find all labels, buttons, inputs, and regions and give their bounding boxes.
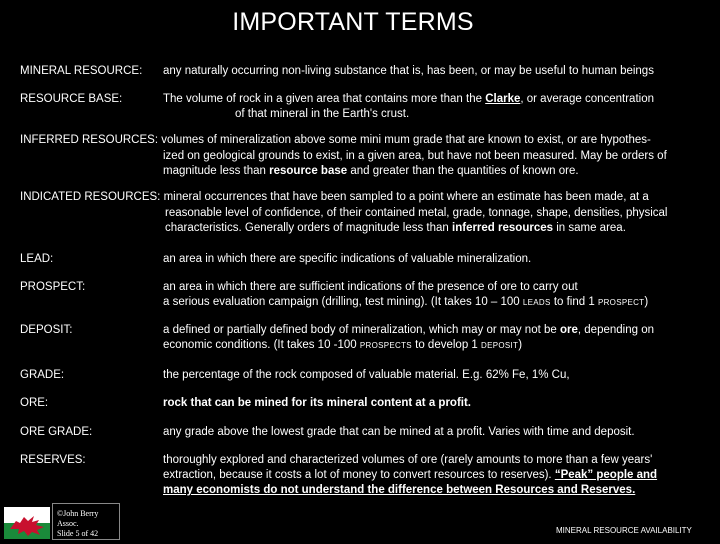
footer-title: MINERAL RESOURCE AVAILABILITY	[556, 526, 692, 535]
def-prospect	[163, 280, 703, 310]
def-reserves-line3: many economists do not understand the difference between Resources and Reserves.	[163, 484, 636, 496]
term-reserves: RESERVES:	[20, 454, 86, 466]
def-prospect-line1: an area in which there are sufficient indications of the presence of ore to carry out	[163, 281, 578, 293]
def-deposit-line2e: )	[518, 339, 523, 351]
resource-base-bold: resource base	[269, 165, 348, 177]
inferred-line3a: magnitude less than	[163, 165, 266, 177]
def-reserves-line2a: extraction, because it costs a lot of money to convert resources to reserves).	[163, 469, 552, 481]
term-ore-grade: ORE GRADE:	[20, 426, 93, 438]
inferred-line3c: and greater than the quantities of known ore.	[350, 165, 579, 177]
copyright-box	[52, 503, 120, 540]
def-deposit-line2a: economic conditions. (It takes 10 -100	[163, 339, 357, 351]
inferred-resources-bold: inferred resources	[452, 222, 554, 234]
indicated-line2: reasonable level of confidence, of their contained metal, grade, tonnage, shape, densities, physical	[165, 206, 668, 219]
indicated-line3c: in same area.	[556, 222, 626, 234]
prospects-smallcaps: PROSPECTS	[359, 341, 412, 350]
def-resource-base-b: , or average concentration	[520, 93, 654, 105]
def-mineral-resource: any naturally occurring non-living substance that is, has been, or may be useful to human beings	[163, 65, 654, 77]
term-deposit: DEPOSIT:	[20, 324, 73, 336]
copyright-text: ©John Berry Assoc.	[57, 509, 99, 528]
slide-number: Slide 5 of 42	[57, 529, 99, 538]
def-ore: rock that can be mined for its mineral content at a profit.	[163, 397, 471, 409]
deposit-smallcaps: DEPOSIT	[481, 341, 519, 350]
def-deposit-line1c: , depending on	[577, 324, 654, 336]
def-ore-grade: any grade above the lowest grade that can be mined at a profit. Varies with time and deposit.	[163, 426, 635, 438]
def-grade: the percentage of the rock composed of valuable material. E.g. 62% Fe, 1% Cu,	[163, 369, 570, 381]
inferred-line1: volumes of mineralization above some mini mum grade that are known to exist, or are hypothes-	[161, 134, 651, 146]
term-indicated-resources: INDICATED RESOURCES:	[20, 191, 161, 203]
clarke-term: Clarke	[485, 93, 521, 105]
def-deposit	[163, 323, 703, 353]
page-title: IMPORTANT TERMS	[232, 8, 474, 36]
welsh-dragon-icon	[4, 507, 50, 539]
indicated-resources-block	[20, 190, 700, 237]
ore-bold: ore	[559, 324, 578, 336]
term-ore: ORE:	[20, 397, 49, 409]
def-prospect-line2e: )	[644, 296, 649, 308]
term-inferred-resources: INFERRED RESOURCES:	[20, 134, 159, 146]
term-lead: LEAD:	[20, 253, 54, 265]
def-resource-base	[163, 92, 703, 122]
def-lead: an area in which there are specific indications of valuable mineralization.	[163, 253, 532, 265]
term-resource-base: RESOURCE BASE:	[20, 93, 123, 105]
def-deposit-line1a: a defined or partially defined body of mineralization, which may or may not be	[163, 324, 557, 336]
def-deposit-line2c: to develop 1	[415, 339, 478, 351]
prospect-smallcaps: PROSPECT	[597, 298, 645, 307]
term-prospect: PROSPECT:	[20, 281, 86, 293]
inferred-resources-block	[20, 133, 700, 180]
def-resource-base-c: of that mineral in the Earth's crust.	[235, 108, 410, 120]
inferred-line2: ized on geological grounds to exist, in a given area, but have not been measured. May be orders of	[163, 149, 667, 162]
leads-smallcaps: LEADS	[522, 298, 551, 307]
indicated-line3a: characteristics. Generally orders of magnitude less than	[165, 222, 449, 234]
def-resource-base-a: The volume of rock in a given area that contains more than the	[163, 93, 482, 105]
term-grade: GRADE:	[20, 369, 65, 381]
def-reserves-line1: thoroughly explored and characterized volumes of ore (rarely amounts to more than a few years'	[163, 454, 653, 466]
term-mineral-resource: MINERAL RESOURCE:	[20, 65, 143, 77]
def-reserves	[163, 453, 708, 498]
def-prospect-line2c: to find 1	[553, 296, 595, 308]
def-prospect-line2a: a serious evaluation campaign (drilling, test mining). (It takes 10 – 100	[163, 296, 520, 308]
peak-people-bold: “Peak” people and	[554, 469, 658, 481]
indicated-line1: mineral occurrences that have been sampled to a point where an estimate has been made, at a	[163, 191, 649, 203]
